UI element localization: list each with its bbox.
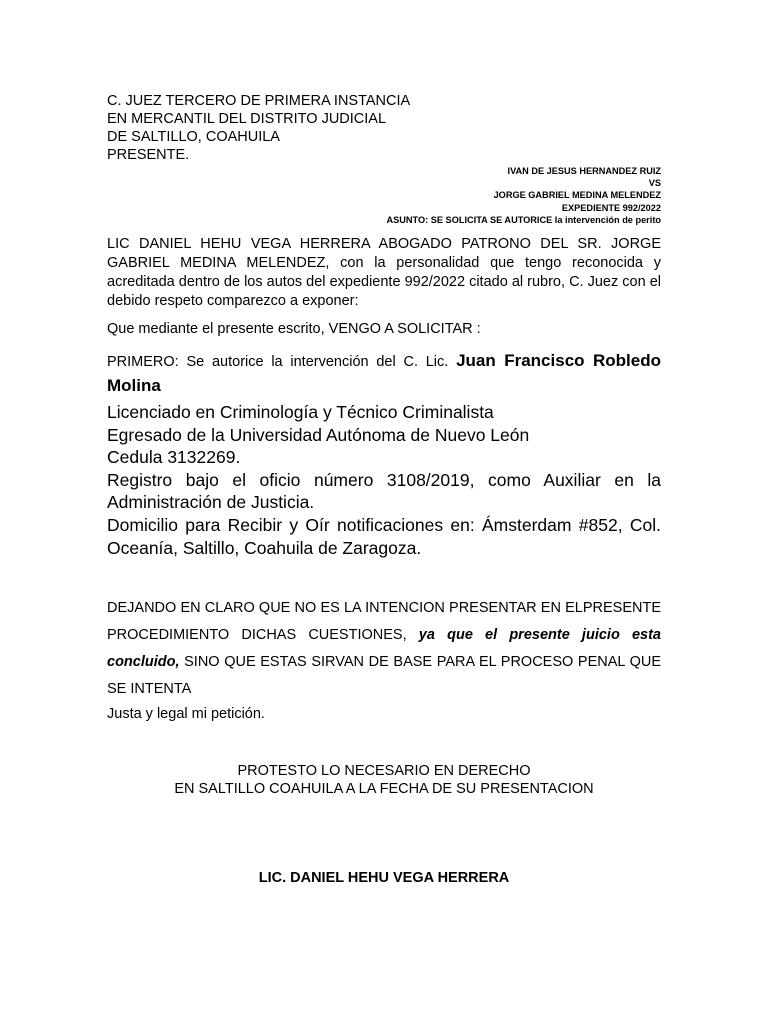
petition-line: Justa y legal mi petición.: [107, 706, 265, 722]
expert-domicilio-line2: Oceanía, Saltillo, Coahuila de Zaragoza.: [107, 537, 422, 558]
primero-text: PRIMERO: Se autorice la intervención del C. Lic.: [107, 354, 457, 370]
expert-registro-line2: Administración de Justicia.: [107, 492, 315, 513]
clarification-part2: SINO QUE ESTAS SIRVAN DE BASE PARA EL PROCESO PENAL QUE SE INTENTA: [107, 654, 661, 697]
caption-party2: JORGE GABRIEL MEDINA MELENDEZ: [493, 190, 661, 201]
addressee-line: PRESENTE.: [107, 147, 190, 163]
primero-paragraph: [107, 349, 661, 399]
caption-asunto: ASUNTO: SE SOLICITA SE AUTORICE la intervención de perito: [386, 214, 661, 225]
expert-university: Egresado de la Universidad Autónoma de Nuevo León: [107, 424, 530, 445]
addressee-line: EN MERCANTIL DEL DISTRITO JUDICIAL: [107, 111, 387, 127]
intro-paragraph: LIC DANIEL HEHU VEGA HERRERA ABOGADO PATRONO DEL SR. JORGE GABRIEL MEDINA MELENDEZ, con la personalidad que tengo reconocida y acreditada dentro de los autos del expediente 992/2022 citado al rubro, C. Juez con el debido respeto comparezco a exponer:: [107, 236, 661, 309]
expert-details: [107, 401, 661, 559]
addressee-line: C. JUEZ TERCERO DE PRIMERA INSTANCIA: [107, 93, 411, 109]
clarification-paragraph: [107, 595, 661, 703]
closing-line2: EN SALTILLO COAHUILA A LA FECHA DE SU PRESENTACION: [174, 781, 594, 797]
caption-expediente: EXPEDIENTE 992/2022: [561, 202, 661, 213]
expert-domicilio-line1: Domicilio para Recibir y Oír notificaciones en: Ámsterdam #852, Col.: [107, 514, 661, 535]
expert-name: Juan Francisco Robledo Molina: [107, 351, 661, 395]
addressee-block: [107, 92, 507, 164]
closing-line1: PROTESTO LO NECESARIO EN DERECHO: [237, 763, 531, 779]
caption-party1: IVAN DE JESUS HERNANDEZ RUIZ: [507, 166, 661, 176]
expert-registro-line1: Registro bajo el oficio número 3108/2019, como Auxiliar en la: [107, 469, 661, 490]
expert-cedula: Cedula 3132269.: [107, 447, 241, 468]
signature-name: LIC. DANIEL HEHU VEGA HERRERA: [258, 870, 510, 886]
request-paragraph: Que mediante el presente escrito, VENGO A SOLICITAR :: [107, 321, 481, 337]
expert-degree: Licenciado en Criminología y Técnico Criminalista: [107, 402, 494, 422]
clarification-part1: DEJANDO EN CLARO QUE NO ES LA INTENCION PRESENTAR EN ELPRESENTE PROCEDIMIENTO DICHAS CUESTIONES,: [107, 600, 661, 643]
closing-block: [107, 762, 661, 798]
addressee-line: DE SALTILLO, COAHUILA: [107, 129, 280, 145]
caption-vs: VS: [648, 178, 661, 189]
clarification-emphasis: ya que el presente juicio esta concluido,: [107, 627, 661, 670]
case-caption: [241, 165, 661, 226]
